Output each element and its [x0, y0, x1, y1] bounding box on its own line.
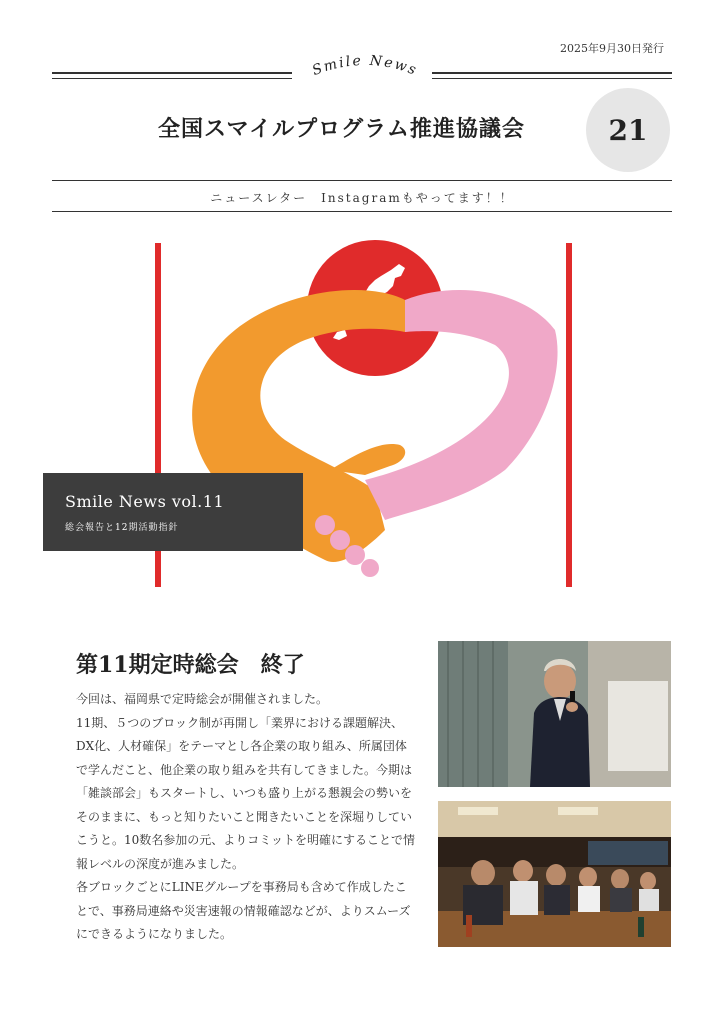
- tagline: ニュースレター Instagramもやってます！！: [210, 191, 514, 205]
- issue-date: 2025年9月30日発行: [560, 42, 664, 55]
- header-rule-left-thin: [52, 78, 292, 79]
- tagline-rule-top: [52, 180, 672, 181]
- article-paragraph: 今回は、福岡県で定時総会が開催されました。: [76, 692, 329, 706]
- article-headline: 第11期定時総会 終了: [76, 652, 305, 678]
- feature-box: [43, 473, 303, 551]
- article-paragraph: 各ブロックごとにLINEグループを事務局も含めて作成したことで、事務局連絡や災害速報の情報確認などが、よりスムーズにできるようになりました。: [76, 880, 411, 941]
- organization-title: 全国スマイルプログラム推進協議会: [158, 116, 525, 142]
- header-rule-right-thin: [432, 78, 672, 79]
- issue-number-badge: [586, 88, 670, 172]
- speaker-photo: [438, 641, 671, 787]
- meeting-photo: [438, 801, 671, 947]
- logo-frame-right-bar: [566, 243, 572, 587]
- svg-text:Smile News: [310, 53, 420, 79]
- article-body: [76, 688, 416, 947]
- feature-title: Smile News vol.11: [65, 492, 225, 511]
- tagline-rule-bottom: [52, 211, 672, 212]
- issue-number: 21: [608, 113, 648, 147]
- masthead: [290, 40, 440, 90]
- article-paragraph: 11期、５つのブロック制が再開し「業界における課題解決、DX化、人材確保」をテーマとし各企業の取り組み、所属団体で学んだこと、他企業の取り組みを共有してきました。今期は「雑談部会」もスタートし、いつも盛り上がる懇親会の勢いをそのままに、もっと知りたいこと聞きたいことを深堀りしていこうと。10数名参加の元、よりコミットを明確にすることで情報レベルの深度が進みました。: [76, 715, 416, 871]
- feature-subtitle: 総会報告と12期活動指針: [65, 523, 179, 533]
- header-rule-left: [52, 72, 292, 74]
- header-rule-right: [432, 72, 672, 74]
- masthead-text: Smile News: [310, 52, 420, 80]
